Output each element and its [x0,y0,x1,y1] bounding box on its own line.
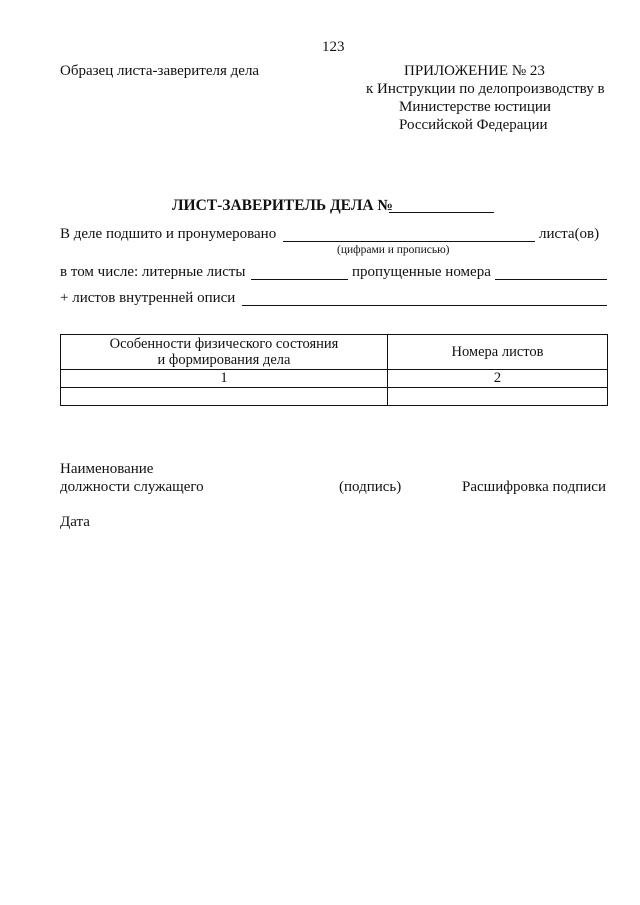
col1-header-line2: и формирования дела [157,352,291,368]
internal-inventory-field[interactable] [242,305,607,306]
row1-prefix: В деле подшито и пронумеровано [60,226,277,242]
table-cell-features[interactable] [61,388,388,406]
table-header-row [61,335,608,370]
form-title: ЛИСТ-ЗАВЕРИТЕЛЬ ДЕЛА № [172,197,394,214]
missing-numbers-field[interactable] [495,279,607,280]
col2-number: 2 [388,370,608,388]
appendix-line-2: к Инструкции по делопроизводству в [366,81,605,97]
date-label: Дата [60,514,90,530]
row1-hint: (цифрами и прописью) [337,244,450,256]
appendix-line-4: Российской Федерации [399,117,548,133]
table-header-cell-2: Номера листов [388,335,608,370]
table-number-row [61,370,608,388]
table-row [61,388,608,406]
row1-suffix: листа(ов) [539,226,600,242]
col1-number: 1 [61,370,388,388]
signature-label: (подпись) [339,479,402,495]
position-label-line2: должности служащего [60,479,204,495]
row3-prefix: + листов внутренней описи [60,290,236,306]
case-number-field[interactable] [389,212,494,213]
appendix-line-1: ПРИЛОЖЕНИЕ № 23 [404,63,545,79]
letter-sheets-field[interactable] [251,279,348,280]
table-cell-sheet-numbers[interactable] [388,388,608,406]
table-header-cell-1 [61,335,388,370]
position-label-line1: Наименование [60,461,154,477]
appendix-line-3: Министерстве юстиции [399,99,551,115]
signature-decode-label: Расшифровка подписи [462,479,606,495]
col1-header-line1: Особенности физического состояния [109,336,339,352]
case-features-table [60,334,608,406]
row2-prefix: в том числе: литерные листы [60,264,246,280]
sheets-count-field[interactable] [283,241,535,242]
page-number: 123 [322,39,345,55]
row2-middle: пропущенные номера [352,264,491,280]
sample-title: Образец листа-заверителя дела [60,63,260,79]
